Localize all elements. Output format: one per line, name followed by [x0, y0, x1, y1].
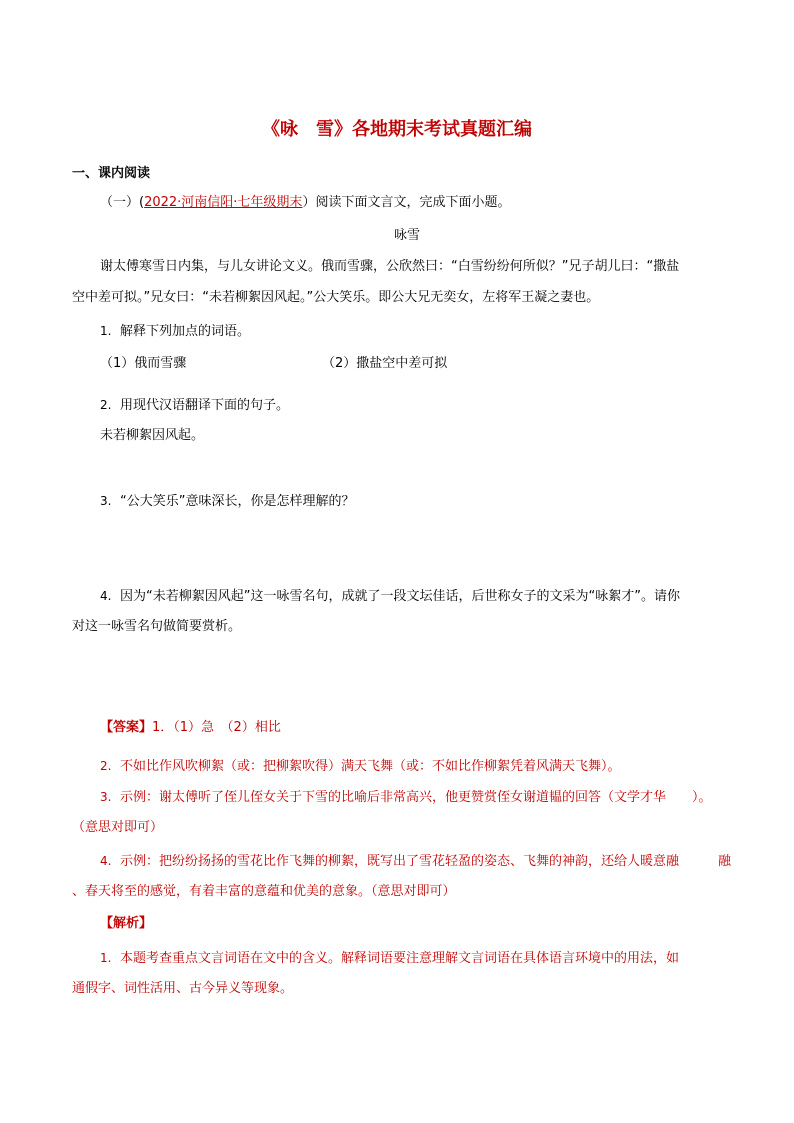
answer-text: 1．（1）急 （2）相比 — [152, 720, 281, 735]
answer-4-line-2: 、春天将至的感觉，有着丰富的意蕴和优美的意象。（意思对即可） — [72, 884, 456, 899]
analysis-1 — [100, 949, 679, 968]
question-number: 3. — [100, 494, 112, 508]
question-text: “公大笑乐”意味深长，你是怎样理解的？ — [120, 494, 355, 509]
passage-line-2: 空中差可拟。”兄女曰：“未若柳絮因风起。”公大笑乐。即公大兄无奕女，左将军王凝之妻也。 — [72, 290, 600, 305]
answer-3-line-2: （意思对即可） — [72, 820, 164, 835]
answer-number: 2. — [100, 759, 112, 773]
question-4-line-2: 对这一咏雪名句做简要赏析。 — [72, 619, 242, 634]
answer-text: 示例：谢太傅听了侄儿侄女关于下雪的比喻后非常高兴，他更赞赏侄女谢道韫的回答（文学才华 ）。 — [120, 790, 712, 805]
question-text: 因为“未若柳絮因风起”这一咏雪名句，成就了一段文坛佳话，后世称女子的文采为“咏絮才”。请你 — [120, 589, 680, 604]
answer-label: 【答案】 — [100, 720, 153, 735]
question-2-sentence: 未若柳絮因风起。 — [100, 428, 205, 443]
question-text: 用现代汉语翻译下面的句子。 — [120, 398, 290, 413]
question-number: 1. — [100, 324, 112, 338]
intro-close: ）阅读下面文言文，完成下面小题。 — [302, 195, 511, 210]
section-heading: 一、课内阅读 — [72, 166, 151, 181]
question-4 — [100, 587, 680, 606]
question-text: 解释下列加点的词语。 — [120, 324, 251, 339]
answer-3 — [100, 788, 712, 807]
question-intro — [100, 194, 510, 212]
answer-number: 4. — [100, 854, 112, 868]
question-source: 2022·河南信阳·七年级期末 — [144, 195, 303, 210]
answer-text: 示例：把纷纷扬扬的雪花比作飞舞的柳絮，既写出了雪花轻盈的姿态、飞舞的神韵，还给人暖意融 融 — [120, 854, 732, 869]
analysis-1-line-2: 通假字、词性活用、古今异义等现象。 — [72, 981, 294, 996]
intro-open: （一）( — [100, 195, 145, 210]
question-3 — [100, 492, 354, 511]
analysis-label: 【解析】 — [100, 916, 153, 931]
answer-text: 不如比作风吹柳絮（或：把柳絮吹得）满天飞舞（或：不如比作柳絮凭着风满天飞舞）。 — [120, 759, 621, 774]
answer-number: 3. — [100, 790, 112, 804]
answer-2 — [100, 757, 621, 776]
question-1 — [100, 322, 250, 341]
page-title: 《咏 雪》各地期末考试真题汇编 — [262, 119, 532, 140]
answer-1 — [100, 719, 281, 737]
question-number: 4. — [100, 589, 112, 603]
question-2 — [100, 396, 289, 415]
analysis-number: 1. — [100, 951, 112, 965]
analysis-text: 本题考查重点文言词语在文中的含义。解释词语要注意理解文言词语在具体语言环境中的用法，如 — [120, 951, 680, 966]
passage-line-1: 谢太傅寒雪日内集，与儿女讲论文义。俄而雪骤，公欣然曰：“白雪纷纷何所似？”兄子胡儿曰：“撒盐 — [100, 259, 680, 274]
answer-4 — [100, 852, 731, 871]
passage-title: 咏雪 — [394, 228, 421, 243]
question-number: 2. — [100, 398, 112, 412]
question-1-item-a: （1）俄而雪骤 — [100, 356, 187, 371]
question-1-item-b: （2）撒盐空中差可拟 — [322, 356, 448, 371]
